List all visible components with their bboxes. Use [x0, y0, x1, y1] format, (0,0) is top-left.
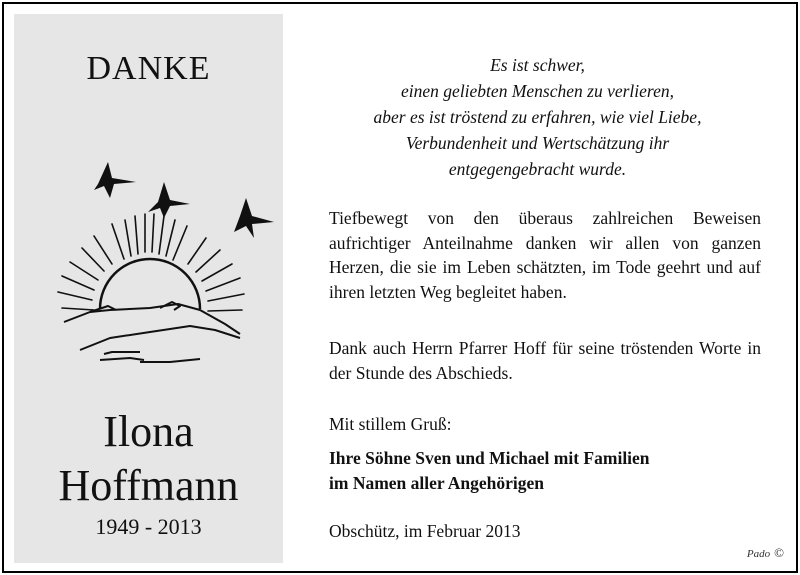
poem-line: entgegengebracht wurde. [448, 159, 627, 179]
signature [329, 446, 650, 496]
sun-rays [58, 214, 244, 311]
copyright-icon: © [774, 545, 784, 560]
deceased-first-name: Ilona [103, 407, 194, 456]
poem-line: Es ist schwer, [490, 55, 585, 75]
bird-icon [94, 162, 136, 198]
pastor-thanks-paragraph: Dank auch Herrn Pfarrer Hoff für seine tröstenden Worte in der Stunde des Abschieds. [329, 338, 761, 383]
thanks-paragraph: Tiefbewegt von den überaus zahlreichen Beweisen aufrichtiger Anteilnahme danken wir allen von ganzen Herzen, die sie im Leben schätzten, im Tode geehrt und auf ihren letzten Weg begleitet haben. [329, 208, 761, 302]
life-years: 1949 - 2013 [95, 514, 202, 539]
signature-line: im Namen aller Angehörigen [329, 473, 545, 493]
sun-icon [100, 259, 200, 309]
poem-line: einen geliebten Menschen zu verlieren, [401, 81, 674, 101]
watermark [747, 545, 784, 561]
deceased-last-name: Hoffmann [58, 461, 239, 510]
greeting: Mit stillem Gruß: [329, 414, 452, 434]
place-date: Obschütz, im Februar 2013 [329, 521, 521, 541]
poem-line: Verbundenheit und Wertschätzung ihr [405, 133, 670, 153]
right-panel [285, 14, 790, 563]
signature-line: Ihre Söhne Sven und Michael mit Familien [329, 448, 650, 468]
bird-icon [234, 198, 274, 238]
left-panel [14, 14, 283, 563]
obituary-card [2, 2, 798, 573]
bird-icon [148, 182, 190, 218]
heading-danke: DANKE [86, 50, 211, 87]
watermark-text: Pado [746, 548, 771, 560]
poem-line: aber es ist tröstend zu erfahren, wie viel Liebe, [373, 107, 702, 127]
poem [285, 52, 790, 182]
birds-sunset-hands-icon [50, 154, 280, 369]
